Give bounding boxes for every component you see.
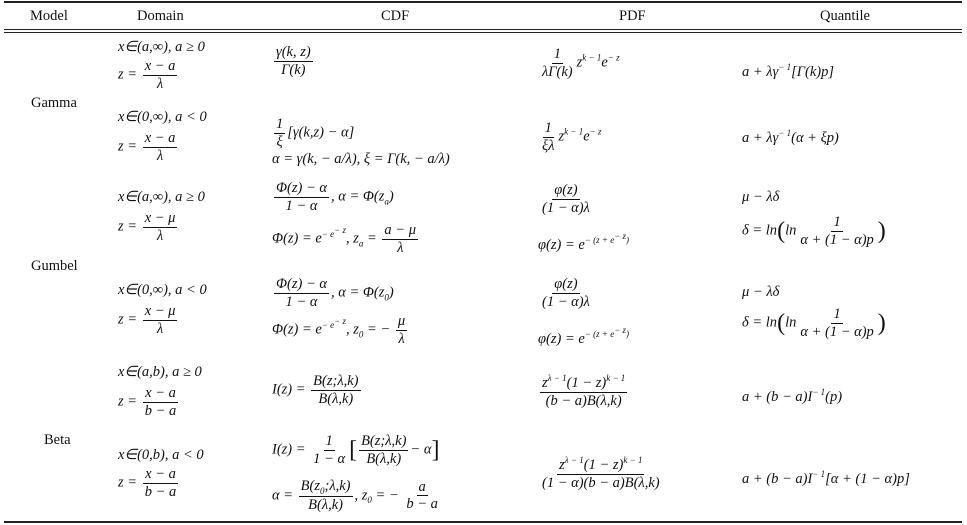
pdf-cell: $\frac{1}{\xi\lambda}$ $z^{k - 1}e^{- z}$ <box>542 120 602 154</box>
domain-z: z = $\frac{x - a}{b - a}$ <box>118 385 177 419</box>
quantile-cell: $a + (b - a)I^{- 1}[\alpha + (1 - \alpha)p]$ <box>742 469 910 487</box>
domain-line: x∈(a,∞), a ≥ 0 <box>118 189 205 205</box>
domain-line: x∈(0,∞), a < 0 <box>118 109 207 125</box>
bottom-rule <box>4 521 962 523</box>
quantile-cell: μ − λδ <box>742 284 780 300</box>
header-rule-2 <box>4 32 962 33</box>
top-rule <box>4 1 962 3</box>
model-gumbel: Gumbel <box>31 258 78 274</box>
model-beta: Beta <box>44 432 71 448</box>
header-domain: Domain <box>137 8 184 24</box>
quantile-cell: $a + \lambda\gamma^{- 1}(\alpha + \xi p)$ <box>742 128 839 146</box>
domain-line: x∈(0,b), a < 0 <box>118 447 204 463</box>
cdf-cell: I(z) = $\frac{1}{1 - \alpha}$ [ $\frac{B(z;\lambda,k)}{B(\lambda,k)}$ − α] <box>272 433 440 467</box>
domain-z: z = $\frac{x - a}{b - a}$ <box>118 466 177 500</box>
domain-z: z = $\frac{x - a}{\lambda}$ <box>118 58 176 92</box>
quantile-cell: $a + (b - a)I^{- 1}(p)$ <box>742 387 843 405</box>
domain-z: z = $\frac{x - a}{\lambda}$ <box>118 130 176 164</box>
quantile-cell: $a + \lambda\gamma^{- 1}[\Gamma(k)p]$ <box>742 62 834 80</box>
cdf-cell-line2: $\Phi(z) = e^{- e^{- z}}$, $z_0$ = − $\frac{\mu}{\lambda}$ <box>272 313 406 347</box>
header-cdf: CDF <box>381 8 410 24</box>
pdf-cell: $\frac{\varphi(z)}{(1 - \alpha)\lambda}$ <box>542 182 590 216</box>
cdf-cell: $\frac{\Phi(z) - \alpha}{1 - \alpha}$ , $\alpha = \Phi(z_a)$ <box>276 180 394 214</box>
quantile-cell-line2: δ = ln(ln $\frac{1}{\alpha + (1 - \alpha)p}$ ) <box>742 306 886 340</box>
domain-z: z = $\frac{x - \mu}{\lambda}$ <box>118 210 176 244</box>
cdf-cell: I(z) = $\frac{B(z;\lambda,k)}{B(\lambda,k)}$ <box>272 373 359 407</box>
cdf-cell: $\frac{\Phi(z) - \alpha}{1 - \alpha}$ , $\alpha = \Phi(z_0)$ <box>276 276 394 310</box>
header-model: Model <box>30 8 68 24</box>
domain-line: x∈(a,b), a ≥ 0 <box>118 364 202 380</box>
cdf-cell-line2: $\Phi(z) = e^{- e^{- z}}$, $z_a$ = $\frac{a - \mu}{\lambda}$ <box>272 222 416 256</box>
model-gamma: Gamma <box>31 95 77 111</box>
quantile-cell-line2: δ = ln(ln $\frac{1}{\alpha + (1 - \alpha)p}$ ) <box>742 214 886 248</box>
cdf-cell: $\frac{\gamma(k, z)}{\Gamma(k)}$ <box>276 44 311 78</box>
pdf-cell-line2: $\varphi(z) = e^{- (z + e^{- z})}$ <box>538 325 630 347</box>
header-pdf: PDF <box>619 8 646 24</box>
cdf-cell-line2: α = γ(k, − a/λ), ξ = Γ(k, − a/λ) <box>272 151 450 167</box>
domain-line: x∈(0,∞), a < 0 <box>118 282 207 298</box>
pdf-cell: $\frac{1}{\lambda\Gamma(k)}$ $z^{k - 1}e^{- z}$ <box>542 46 620 80</box>
quantile-cell: μ − λδ <box>742 189 780 205</box>
cdf-cell-line2: α = $\frac{B(z_0;\lambda,k)}{B(\lambda,k)}$ , $z_0$ = − $\frac{a}{b - a}$ <box>272 478 438 514</box>
pdf-cell: $\frac{z^{\lambda - 1}(1 - z)^{k - 1}}{(b - a)B(\lambda,k)}$ <box>542 373 626 409</box>
domain-line: x∈(a,∞), a ≥ 0 <box>118 39 205 55</box>
header-rule <box>4 29 962 30</box>
pdf-cell-line2: $\varphi(z) = e^{- (z + e^{- z})}$ <box>538 231 630 253</box>
pdf-cell: $\frac{\varphi(z)}{(1 - \alpha)\lambda}$ <box>542 276 590 310</box>
pdf-cell: $\frac{z^{\lambda - 1}(1 - z)^{k - 1}}{(1 - \alpha)(b - a)B(\lambda,k)}$ <box>542 455 660 491</box>
header-quantile: Quantile <box>820 8 870 24</box>
cdf-cell: $\frac{1}{\xi}$ [γ(k,z) − α] <box>276 116 355 150</box>
domain-z: z = $\frac{x - \mu}{\lambda}$ <box>118 303 176 337</box>
